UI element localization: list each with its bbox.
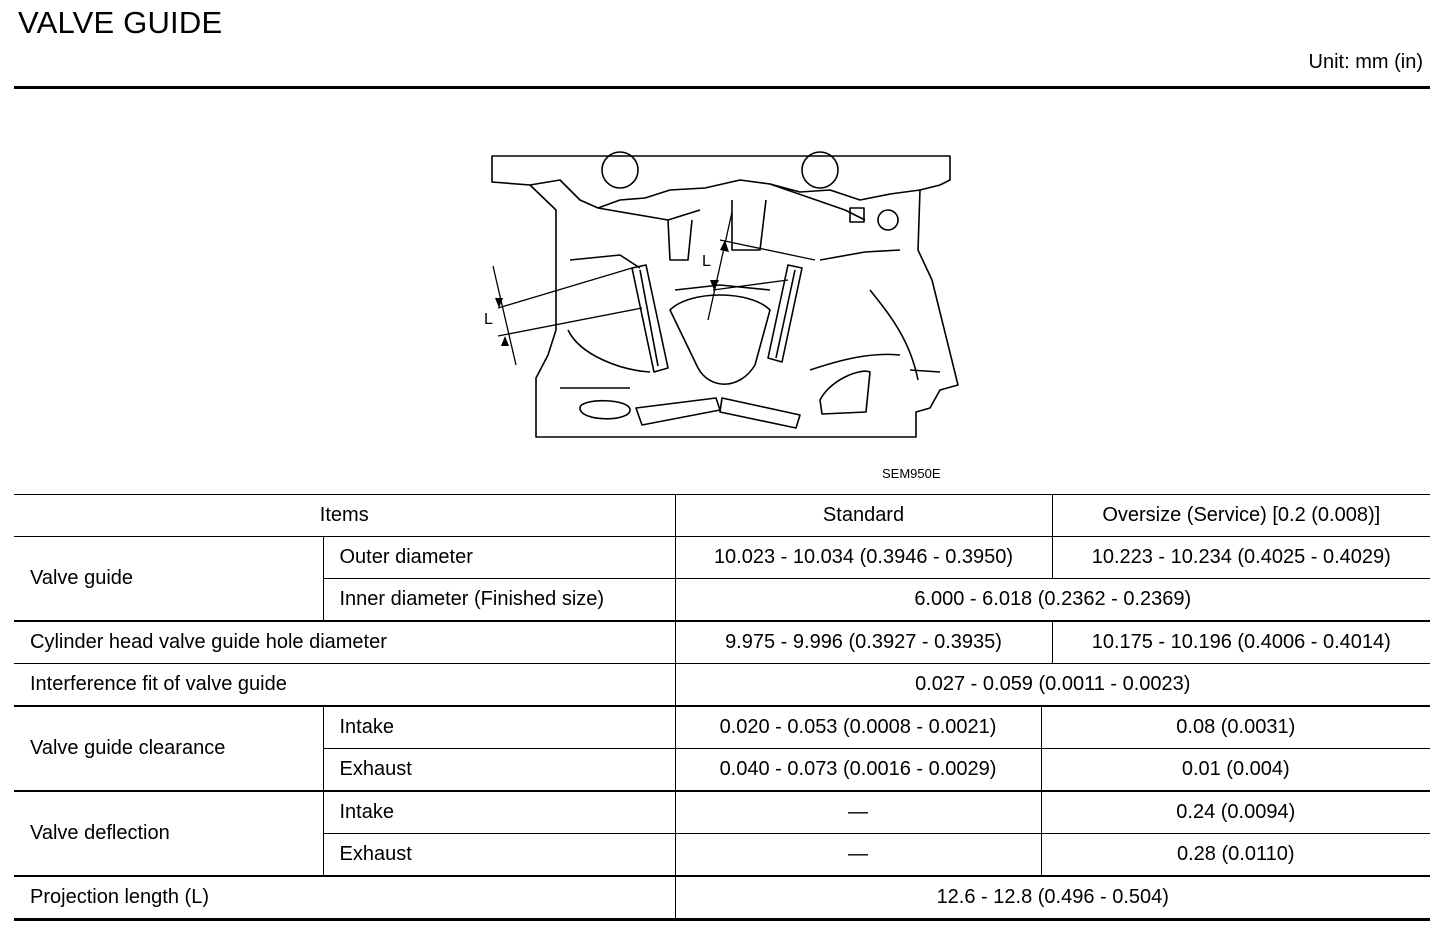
- projection-length-value: 12.6 - 12.8 (0.496 - 0.504): [675, 876, 1430, 920]
- table-row: [14, 621, 1430, 664]
- row-label-interference-fit: Interference fit of valve guide: [14, 664, 675, 707]
- sub-label-deflection-exhaust: Exhaust: [323, 834, 675, 877]
- page-title: VALVE GUIDE: [18, 5, 223, 40]
- valve-guide-spec-table: [14, 494, 1430, 921]
- outer-diameter-standard: 10.023 - 10.034 (0.3946 - 0.3950): [675, 537, 1052, 579]
- table-row: [14, 537, 1430, 579]
- header-oversize: Oversize (Service) [0.2 (0.008)]: [1052, 495, 1430, 537]
- clearance-exhaust-standard: 0.040 - 0.073 (0.0016 - 0.0029): [675, 749, 1041, 792]
- row-label-guide-clearance: Valve guide clearance: [14, 706, 323, 791]
- figure-label-l: L: [484, 311, 493, 328]
- sub-label-clearance-exhaust: Exhaust: [323, 749, 675, 792]
- table-row: [14, 876, 1430, 920]
- deflection-exhaust-standard: —: [675, 834, 1041, 877]
- header-standard: Standard: [675, 495, 1052, 537]
- interference-fit-value: 0.027 - 0.059 (0.0011 - 0.0023): [675, 664, 1430, 707]
- outer-diameter-oversize: 10.223 - 10.234 (0.4025 - 0.4029): [1052, 537, 1430, 579]
- sub-label-deflection-intake: Intake: [323, 791, 675, 834]
- header-items: Items: [14, 495, 675, 537]
- deflection-exhaust-limit: 0.28 (0.0110): [1041, 834, 1430, 877]
- clearance-intake-limit: 0.08 (0.0031): [1041, 706, 1430, 749]
- row-label-valve-guide: Valve guide: [14, 537, 323, 622]
- table-row: [14, 706, 1430, 749]
- unit-label: Unit: mm (in): [1308, 51, 1423, 73]
- sub-label-clearance-intake: Intake: [323, 706, 675, 749]
- title-rule: [14, 86, 1430, 89]
- row-label-projection-length: Projection length (L): [14, 876, 675, 920]
- clearance-exhaust-limit: 0.01 (0.004): [1041, 749, 1430, 792]
- deflection-intake-limit: 0.24 (0.0094): [1041, 791, 1430, 834]
- clearance-intake-standard: 0.020 - 0.053 (0.0008 - 0.0021): [675, 706, 1041, 749]
- table-row: [14, 664, 1430, 707]
- cylinder-head-diagram: [470, 140, 970, 450]
- hole-diameter-standard: 9.975 - 9.996 (0.3927 - 0.3935): [675, 621, 1052, 664]
- deflection-intake-standard: —: [675, 791, 1041, 834]
- hole-diameter-oversize: 10.175 - 10.196 (0.4006 - 0.4014): [1052, 621, 1430, 664]
- table-row: [14, 791, 1430, 834]
- row-label-valve-deflection: Valve deflection: [14, 791, 323, 876]
- sub-label-outer-diameter: Outer diameter: [323, 537, 675, 579]
- sub-label-inner-diameter: Inner diameter (Finished size): [323, 579, 675, 622]
- inner-diameter-value: 6.000 - 6.018 (0.2362 - 0.2369): [675, 579, 1430, 622]
- row-label-hole-diameter: Cylinder head valve guide hole diameter: [14, 621, 675, 664]
- figure-code: SEM950E: [882, 466, 941, 481]
- figure-label-l-2: L: [702, 253, 711, 270]
- table-header-row: [14, 495, 1430, 537]
